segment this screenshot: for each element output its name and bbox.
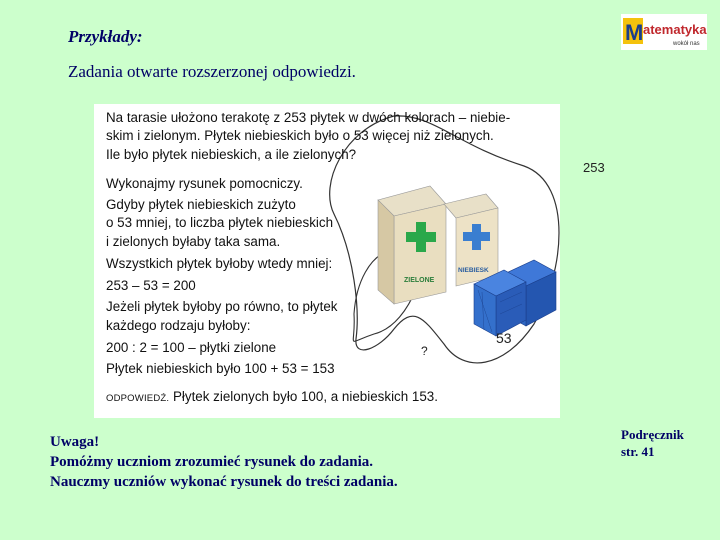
solution-line-1: Wykonajmy rysunek pomocniczy.	[106, 176, 303, 191]
svg-text:NIEBIESK: NIEBIESK	[458, 267, 489, 274]
problem-line-2: skim i zielonym. Płytek niebieskich było o 53 więcej niż zielonych.	[106, 128, 494, 143]
note-line-1: Pomóżmy uczniom zrozumieć rysunek do zadania.	[50, 454, 374, 470]
matematyka-logo	[621, 14, 707, 50]
page-subheading: Zadania otwarte rozszerzonej odpowiedzi.	[68, 62, 356, 81]
answer-text: Płytek zielonych było 100, a niebieskich 153.	[172, 389, 438, 404]
solution-line-7: Jeżeli płytek byłoby po równo, to płytek	[106, 299, 338, 314]
svg-text:M: M	[625, 20, 644, 45]
page-heading: Przykłady:	[68, 27, 143, 46]
label-question: ?	[421, 344, 428, 358]
solution-line-5: Wszystkich płytek byłoby wtedy mniej:	[106, 256, 333, 271]
note-line-2: Nauczmy uczniów wykonać rysunek do treści zadania.	[50, 474, 398, 490]
textbook-figure	[94, 104, 605, 418]
answer-line	[106, 389, 438, 406]
solution-line-10: Płytek niebieskich było 100 + 53 = 153	[106, 361, 335, 376]
textbook-reference	[621, 426, 684, 460]
svg-text:atematyka: atematyka	[643, 22, 707, 37]
solution-line-9: 200 : 2 = 100 – płytki zielone	[106, 340, 277, 355]
solution-line-4: i zielonych byłaby taka sama.	[106, 234, 281, 249]
reference-page: str. 41	[621, 444, 655, 459]
svg-text:ZIELONE: ZIELONE	[404, 277, 435, 284]
label-total: 253	[583, 160, 605, 175]
note-title: Uwaga!	[50, 434, 100, 450]
label-extra: 53	[496, 330, 512, 346]
problem-line-3: Ile było płytek niebieskich, a ile zielonych?	[106, 147, 357, 162]
solution-line-3: o 53 mniej, to liczba płytek niebieskich	[106, 215, 334, 230]
problem-line-1: Na tarasie ułożono terakotę z 253 płytek w dwóch kolorach – niebie-	[106, 110, 511, 125]
solution-line-2: Gdyby płytek niebieskich zużyto	[106, 197, 296, 212]
teacher-note	[50, 432, 398, 492]
solution-line-8: każdego rodzaju byłoby:	[106, 318, 251, 333]
reference-book: Podręcznik	[621, 427, 684, 442]
solution-line-6: 253 – 53 = 200	[106, 278, 196, 293]
svg-text:wokół nas: wokół nas	[673, 41, 700, 47]
answer-label: ODPOWIEDŹ.	[106, 393, 170, 404]
